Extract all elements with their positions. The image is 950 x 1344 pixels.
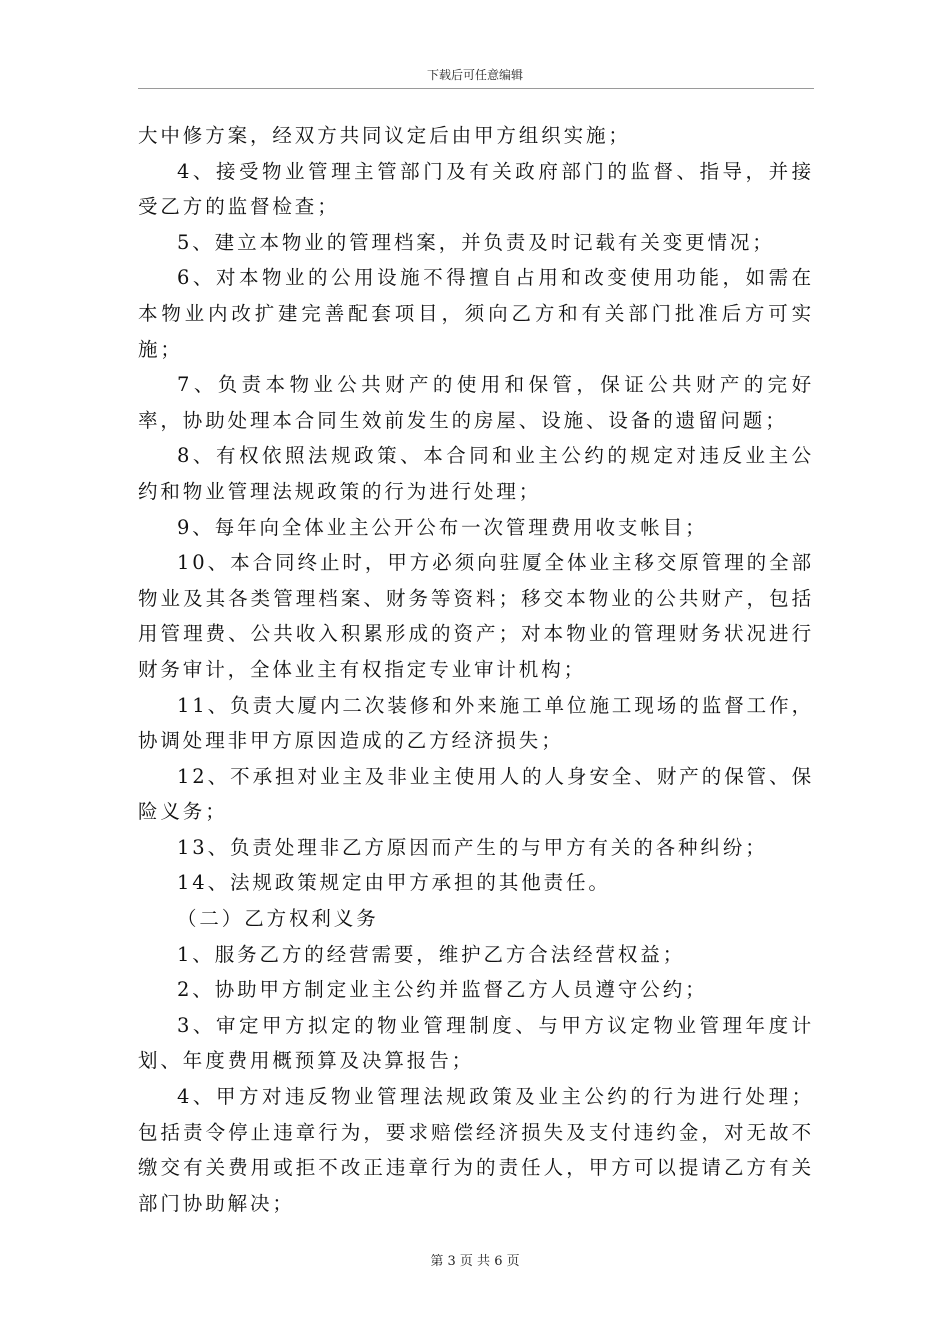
paragraph-item-13: 13、负责处理非乙方原因而产生的与甲方有关的各种纠纷； bbox=[177, 835, 768, 859]
paragraph-b-item-1: 1、服务乙方的经营需要，维护乙方合法经营权益； bbox=[177, 942, 686, 966]
paragraph-item-6: 6、对本物业的公用设施不得擅自占用和改变使用功能，如需在本物业内改扩建完善配套项目，须向乙方和有关部门批准后方可实施； bbox=[138, 266, 814, 361]
header-divider bbox=[138, 88, 814, 89]
paragraph-item-5: 5、建立本物业的管理档案，并负责及时记载有关变更情况； bbox=[177, 230, 775, 254]
paragraph-item-4: 4、接受物业管理主管部门及有关政府部门的监督、指导，并接受乙方的监督检查； bbox=[138, 159, 814, 219]
paragraph-item-10: 10、本合同终止时，甲方必须向驻厦全体业主移交原管理的全部物业及其各类管理档案、财务等资料；移交本物业的公共财产，包括用管理费、公共收入积累形成的资产；对本物业的管理财务状况进行财务审计，全体业主有权指定专业审计机构； bbox=[138, 551, 814, 681]
paragraph-item-12: 12、不承担对业主及非业主使用人的人身安全、财产的保管、保险义务； bbox=[138, 764, 814, 824]
paragraph-item-8: 8、有权依照法规政策、本合同和业主公约的规定对违反业主公约和物业管理法规政策的行为进行处理； bbox=[138, 444, 814, 503]
paragraph-continuation: 大中修方案，经双方共同议定后由甲方组织实施； bbox=[138, 124, 631, 147]
section-heading-party-b: （二）乙方权利义务 bbox=[177, 907, 379, 931]
paragraph-item-14: 14、法规政策规定由甲方承担的其他责任。 bbox=[177, 871, 611, 895]
paragraph-item-9: 9、每年向全体业主公开公布一次管理费用收支帐目； bbox=[177, 515, 708, 539]
paragraph-item-7: 7、负责本物业公共财产的使用和保管，保证公共财产的完好率，协助处理本合同生效前发生的房屋、设施、设备的遗留问题； bbox=[138, 373, 814, 432]
paragraph-b-item-4: 4、甲方对违反物业管理法规政策及业主公约的行为进行处理；包括责令停止违章行为，要求赔偿经济损失及支付违约金，对无故不缴交有关费用或拒不改正违章行为的责任人，甲方可以提请乙方有关部门协助解决； bbox=[138, 1085, 814, 1215]
paragraph-b-item-2: 2、协助甲方制定业主公约并监督乙方人员遵守公约； bbox=[177, 978, 708, 1002]
paragraph-item-11: 11、负责大厦内二次装修和外来施工单位施工现场的监督工作，协调处理非甲方原因造成的乙方经济损失； bbox=[138, 693, 814, 753]
page-number-footer: 第 3 页 共 6 页 bbox=[430, 1254, 520, 1269]
page-header: 下载后可任意编辑 bbox=[426, 68, 523, 82]
paragraph-b-item-3: 3、审定甲方拟定的物业管理制度、与甲方议定物业管理年度计划、年度费用概预算及决算报告； bbox=[138, 1013, 814, 1073]
document-body bbox=[138, 118, 814, 1221]
